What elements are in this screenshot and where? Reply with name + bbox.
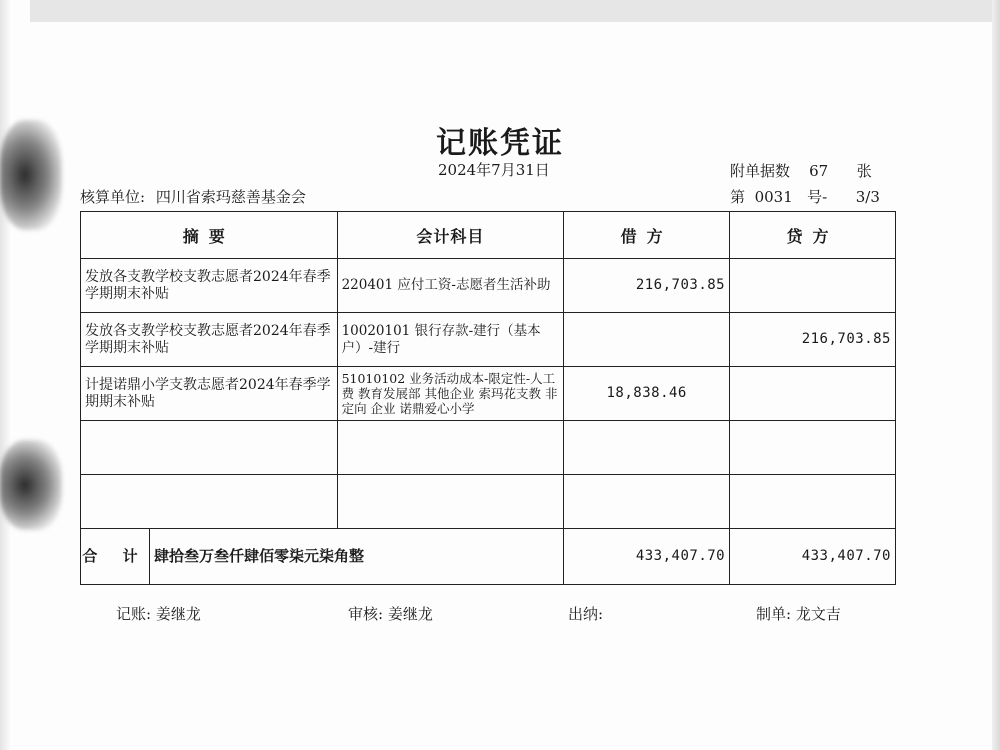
row-account: 10020101 银行存款-建行（基本户）-建行 (337, 313, 564, 367)
total-amount-in-words: 肆拾叁万叁仟肆佰零柒元柒角整 (154, 547, 365, 565)
row-debit: 216,703.85 (564, 259, 730, 313)
row-credit (730, 259, 896, 313)
voucher-date: 2024年7月31日 (438, 161, 550, 179)
header-debit: 借方 (564, 212, 730, 259)
scan-top-strip (30, 0, 1000, 22)
number-label: 第 (730, 188, 746, 206)
attachments-unit: 张 (856, 162, 872, 180)
total-cell (81, 529, 564, 585)
row-summary: 发放各支教学校支教志愿者2024年春季学期期末补贴 (81, 313, 338, 367)
row-credit (730, 421, 896, 475)
unit-label: 核算单位: (80, 188, 146, 206)
row-debit (564, 475, 730, 529)
accounting-unit (80, 186, 306, 207)
page-fraction: 3/3 (855, 188, 880, 206)
scan-left-edge (0, 0, 10, 750)
number-suffix: 号- (807, 188, 828, 206)
footer-preparer: 制单: 龙文吉 (756, 605, 841, 623)
row-debit: 18,838.46 (564, 367, 730, 421)
row-credit: 216,703.85 (730, 313, 896, 367)
row-summary (81, 421, 338, 475)
total-credit: 433,407.70 (730, 529, 896, 585)
table-row (81, 367, 896, 421)
table-header-row (81, 212, 896, 259)
table-row (81, 421, 896, 475)
scan-smudge-lower (0, 440, 62, 530)
footer-cashier: 出纳: (568, 605, 604, 623)
header-summary: 摘要 (81, 212, 338, 259)
row-account: 51010102 业务活动成本-限定性-人工费 教育发展部 其他企业 索玛花支教 非定向 企业 诺鼎爱心小学 (337, 367, 564, 421)
voucher-number (730, 186, 880, 207)
scan-right-edge (992, 0, 1000, 750)
table-row (81, 475, 896, 529)
header-account: 会计科目 (337, 212, 564, 259)
row-account: 220401 应付工资-志愿者生活补助 (337, 259, 564, 313)
header-credit: 贷方 (730, 212, 896, 259)
voucher-table (80, 211, 896, 585)
row-credit (730, 367, 896, 421)
footer-reviewer: 审核: 姜继龙 (348, 605, 433, 623)
voucher-title: 记账凭证 (436, 126, 564, 161)
total-row (81, 529, 896, 585)
table-row (81, 313, 896, 367)
table-row (81, 259, 896, 313)
footer-bookkeeper: 记账: 姜继龙 (116, 605, 201, 623)
total-debit: 433,407.70 (564, 529, 730, 585)
attachments-count: 67 (809, 162, 829, 180)
row-summary (81, 475, 338, 529)
row-account (337, 421, 564, 475)
row-summary: 计提诺鼎小学支教志愿者2024年春季学期期末补贴 (81, 367, 338, 421)
number-value: 0031 (754, 188, 793, 206)
unit-name: 四川省索玛慈善基金会 (155, 188, 306, 206)
row-credit (730, 475, 896, 529)
attachments-label: 附单据数 (730, 162, 791, 180)
total-label: 合 计 (81, 529, 150, 584)
row-account (337, 475, 564, 529)
row-debit (564, 421, 730, 475)
row-debit (564, 313, 730, 367)
attachments-info (730, 160, 872, 181)
row-summary: 发放各支教学校支教志愿者2024年春季学期期末补贴 (81, 259, 338, 313)
